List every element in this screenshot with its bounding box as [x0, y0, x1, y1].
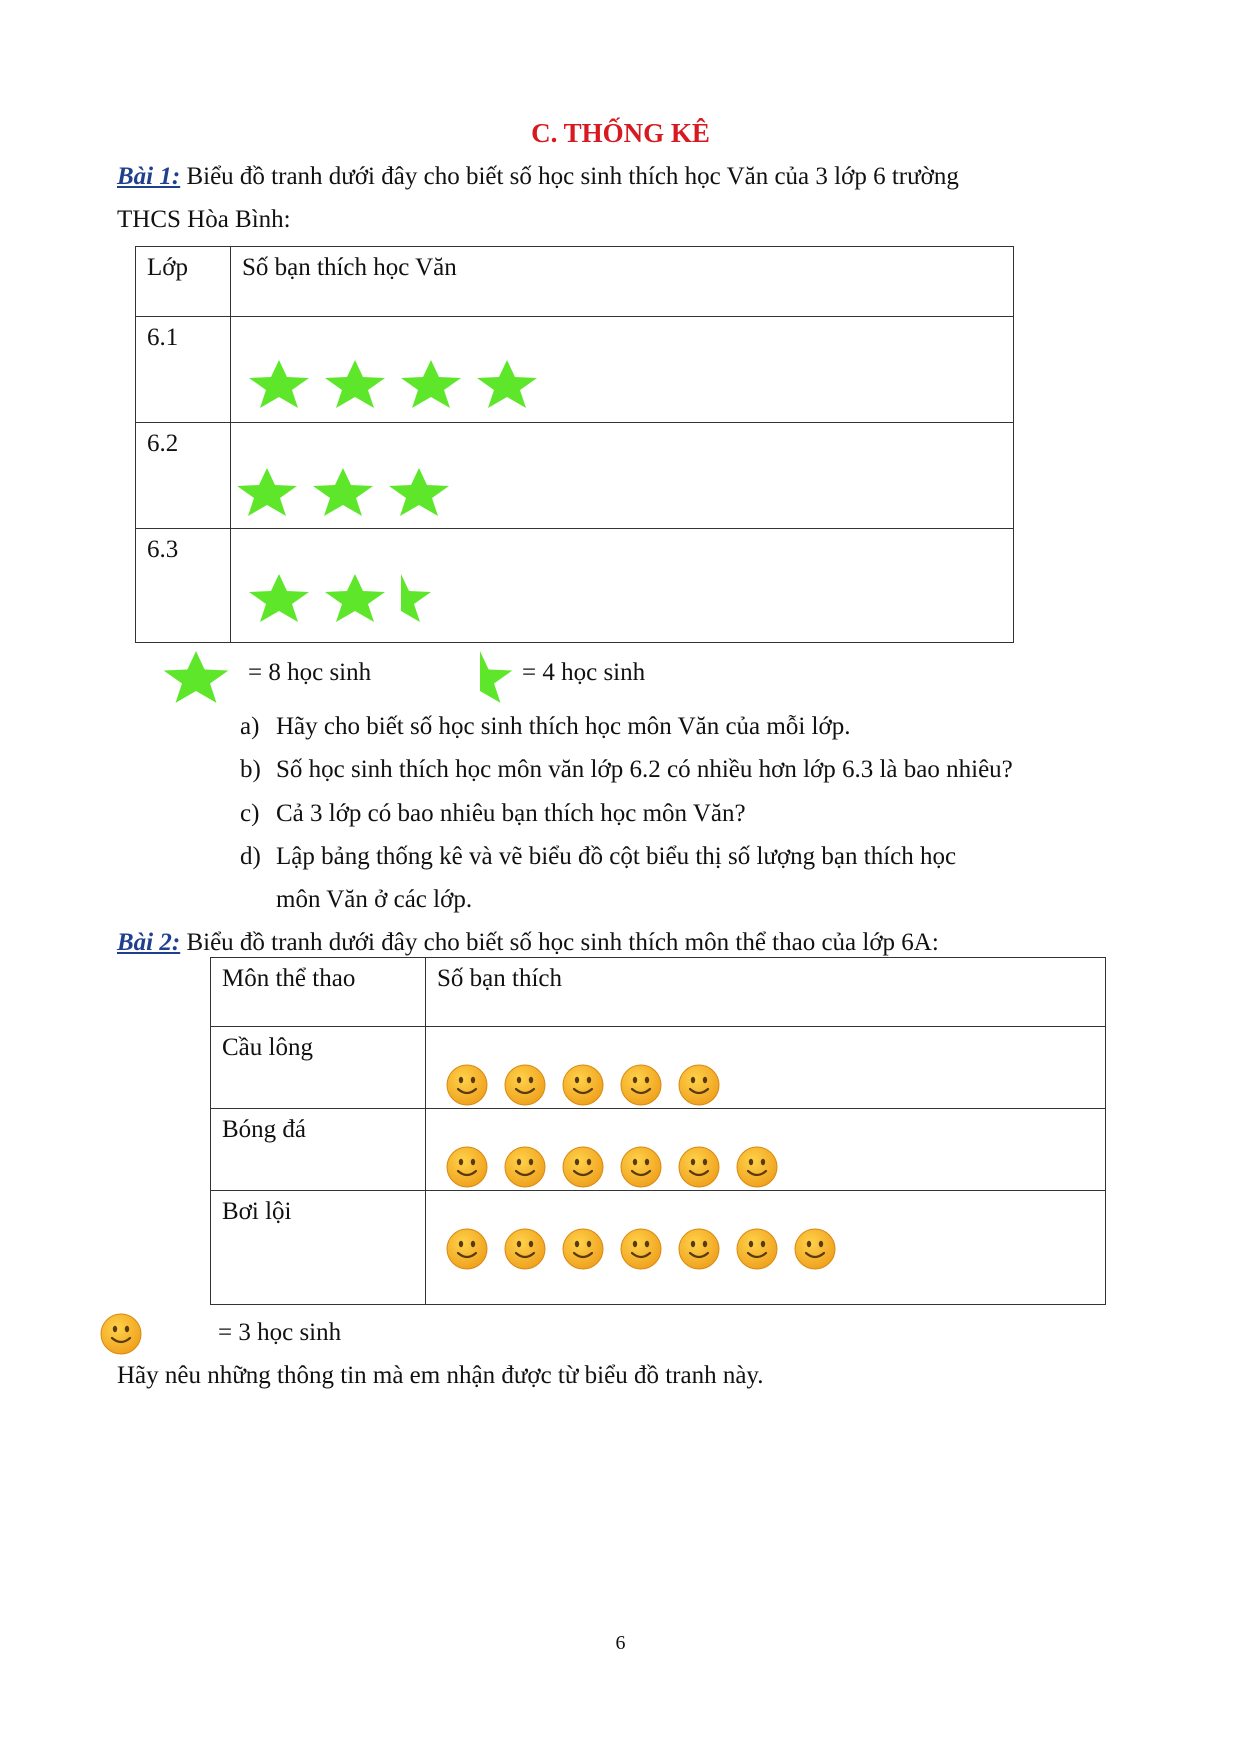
smiley-icon	[677, 1145, 721, 1189]
legend-half-star-icon	[444, 650, 516, 704]
bai2-row-smiles	[426, 1191, 1106, 1305]
section-title: C. THỐNG KÊ	[531, 118, 710, 148]
bai2-intro-text: Biểu đồ tranh dưới đây cho biết số học sinh thích môn thể thao của lớp 6A:	[180, 929, 939, 956]
bai2-question: Hãy nêu những thông tin mà em nhận được từ biểu đồ tranh này.	[117, 1362, 764, 1389]
smiley-icon	[735, 1145, 779, 1189]
smiley-icon	[619, 1063, 663, 1107]
smiley-icon	[677, 1227, 721, 1271]
bai1-row-stars	[231, 423, 1014, 529]
star-icon	[387, 467, 451, 517]
bai1-intro-line1: Biểu đồ tranh dưới đây cho biết số học sinh thích học Văn của 3 lớp 6 trường	[180, 163, 959, 190]
bai2-pictograph-table	[210, 957, 1106, 1305]
smiley-icon	[561, 1145, 605, 1189]
bai2-header-sport: Môn thể thao	[211, 958, 426, 1027]
smiley-icon	[793, 1227, 837, 1271]
bai1-intro	[117, 162, 959, 192]
bai2-header-count: Số bạn thích	[426, 958, 1106, 1027]
question-d: d) Lập bảng thống kê và vẽ biểu đồ cột biểu thị số lượng bạn thích học	[240, 843, 957, 870]
bai2-row3-smiles	[445, 1227, 851, 1271]
bai1-row-stars	[231, 529, 1014, 643]
star-icon	[323, 359, 387, 409]
smiley-icon	[561, 1063, 605, 1107]
half-star-icon	[369, 573, 433, 623]
bai1-pictograph-table	[135, 246, 1014, 643]
page-number: 6	[615, 1632, 626, 1654]
bai1-header-count: Số bạn thích học Văn	[231, 247, 1014, 317]
star-icon	[247, 359, 311, 409]
smiley-icon	[677, 1063, 721, 1107]
legend-full-star-text: = 8 học sinh	[248, 659, 372, 686]
bai2-row2-smiles	[445, 1145, 793, 1189]
smiley-icon	[619, 1227, 663, 1271]
legend-half-star-text: = 4 học sinh	[522, 659, 646, 686]
smiley-icon	[735, 1227, 779, 1271]
bai2-label: Bài 2:	[117, 929, 181, 956]
question-b: b) Số học sinh thích học môn văn lớp 6.2 có nhiều hơn lớp 6.3 là bao nhiêu?	[240, 756, 1013, 783]
smiley-icon	[503, 1145, 547, 1189]
star-icon	[247, 573, 311, 623]
bai2-row-smiles	[426, 1027, 1106, 1109]
question-c: c) Cả 3 lớp có bao nhiêu bạn thích học môn Văn?	[240, 800, 746, 827]
smiley-icon	[445, 1145, 489, 1189]
smiley-icon	[445, 1227, 489, 1271]
smiley-icon	[445, 1063, 489, 1107]
legend-smiley-icon	[99, 1312, 143, 1356]
bai2-row-label: Cầu lông	[211, 1027, 426, 1109]
smiley-icon	[619, 1145, 663, 1189]
legend-star-icon	[160, 650, 232, 704]
star-icon	[311, 467, 375, 517]
bai1-row-stars	[231, 317, 1014, 423]
bai1-intro-line2: THCS Hòa Bình:	[117, 206, 291, 233]
question-a: a) Hãy cho biết số học sinh thích học môn Văn của mỗi lớp.	[240, 713, 851, 740]
bai1-row3-stars	[247, 573, 445, 623]
bai2-row-label: Bóng đá	[211, 1109, 426, 1191]
bai1-label: Bài 1:	[117, 163, 181, 190]
bai1-row-label: 6.2	[136, 423, 231, 529]
star-icon	[399, 359, 463, 409]
bai1-row2-stars	[235, 467, 463, 517]
bai1-row-label: 6.1	[136, 317, 231, 423]
smiley-icon	[503, 1063, 547, 1107]
bai1-row-label: 6.3	[136, 529, 231, 643]
bai2-row-label: Bơi lội	[211, 1191, 426, 1305]
smiley-icon	[561, 1227, 605, 1271]
star-icon	[235, 467, 299, 517]
smiley-icon	[503, 1227, 547, 1271]
bai2-row-smiles	[426, 1109, 1106, 1191]
bai2-legend-text: = 3 học sinh	[218, 1319, 342, 1346]
bai1-row1-stars	[247, 359, 551, 409]
question-d-line2: môn Văn ở các lớp.	[276, 886, 473, 913]
star-icon	[475, 359, 539, 409]
bai2-row1-smiles	[445, 1063, 735, 1107]
bai1-header-class: Lớp	[136, 247, 231, 317]
bai2-intro	[117, 928, 939, 958]
